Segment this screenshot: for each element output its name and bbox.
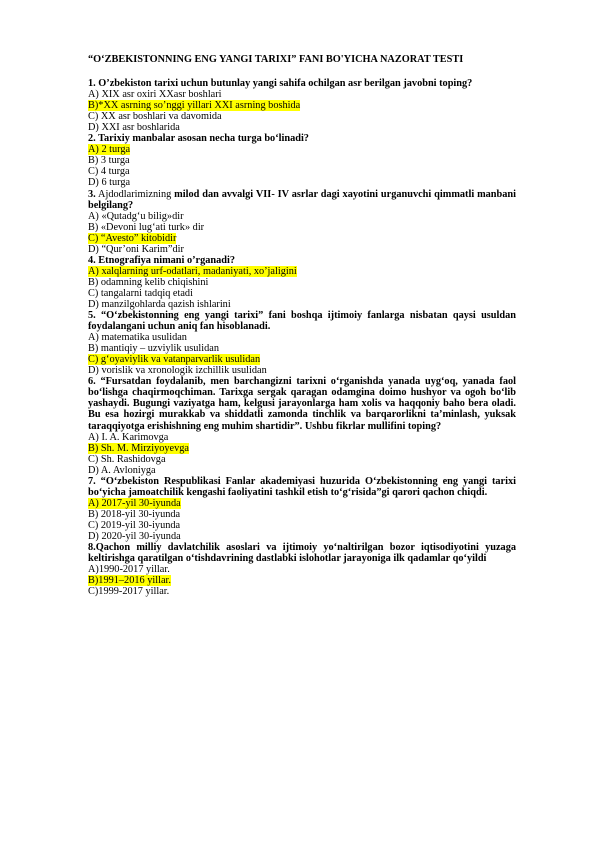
answer-option-label: D) vorislik va xronologik izchillik usulidan — [88, 365, 267, 377]
answer-option — [88, 332, 516, 343]
test-document — [88, 54, 516, 597]
question-text: 1. O’zbekiston tarixi uchun butunlay yangi sahifa ochilgan asr berilgan javobni toping? — [88, 78, 473, 90]
answer-option-label: C)1999-2017 yillar. — [88, 586, 170, 598]
answer-option — [88, 564, 516, 575]
answer-option-label: C) XX asr boshlari va davomida — [88, 111, 222, 123]
answer-option-label: C) Sh. Rashidovga — [88, 453, 166, 465]
answer-option-label: A) matematika usulidan — [88, 332, 187, 344]
answer-option — [88, 222, 516, 233]
question-text: 5. “O‘zbekistonning eng yangi tarixi” fani boshqa ijtimoiy fanlarga nisbatan qaysi usuldan foydalangani uchun aniq fan hisoblanadi. — [88, 310, 516, 333]
answer-option-label: A) 2017-yil 30-iyunda — [88, 497, 181, 509]
answer-option — [88, 432, 516, 443]
answer-option-correct — [88, 266, 516, 277]
answer-option-label: C) g‘oyaviylik va vatanparvarlik usulidan — [88, 354, 261, 366]
answer-option-label: D) “Qur’oni Karim”dir — [88, 243, 184, 255]
question-block — [88, 310, 516, 376]
question-text: 4. Etnografiya nimani o’rganadi? — [88, 254, 236, 266]
question-text: 7. “O‘zbekiston Respublikasi Fanlar akademiyasi huzurida O‘zbekistonning eng yangi tarixi bo‘yicha jamoatchilik kengashi faoliyatini tashkil etish to‘g‘risida”gi qarori qachon chiqdi. — [88, 475, 516, 498]
answer-option-label: B) «Devoni lug‘ati turk» dir — [88, 221, 205, 233]
answer-option — [88, 299, 516, 310]
document-title: “O‘ZBEKISTONNING ENG YANGI TARIXI” FANI BO'YICHA NAZORAT TESTI — [88, 54, 464, 65]
answer-option-label: B)1991–2016 yillar. — [88, 575, 171, 587]
answer-option-label: D) 2020-yil 30-iyunda — [88, 530, 181, 542]
answer-option — [88, 288, 516, 299]
answer-option-label: C) tangalarni tadqiq etadi — [88, 287, 193, 299]
question-block — [88, 189, 516, 255]
answer-option-label: D) A. Avloniyga — [88, 464, 156, 476]
answer-option — [88, 277, 516, 288]
answer-option-label: A) «Qutadg‘u bilig»dir — [88, 210, 184, 222]
answer-option-correct — [88, 498, 516, 509]
question-block — [88, 78, 516, 133]
answer-option — [88, 365, 516, 376]
question-text-rest: milod dan avvalgi VII- IV asrlar dagi xayotini urganuvchi qimmatli manbani belgilang? — [88, 188, 516, 211]
answer-option-label: C) “Avesto” kitobidir — [88, 232, 177, 244]
question-text-plain: Ajdodlarimizning — [95, 188, 172, 200]
answer-option-correct — [88, 354, 516, 365]
question-block — [88, 376, 516, 475]
answer-option-correct — [88, 144, 516, 155]
answer-option-label: A) I. A. Karimovga — [88, 431, 169, 443]
answer-option-label: A)1990-2017 yillar. — [88, 564, 170, 576]
answer-option-correct — [88, 233, 516, 244]
answer-option-label: C) 4 turga — [88, 166, 130, 178]
answer-option-correct — [88, 575, 516, 586]
question-block — [88, 476, 516, 542]
question-list — [88, 78, 516, 597]
answer-option — [88, 531, 516, 542]
answer-option — [88, 509, 516, 520]
answer-option-label: D) XXI asr boshlarida — [88, 122, 180, 134]
answer-option-label: B) 2018-yil 30-iyunda — [88, 508, 181, 520]
answer-option-label: B)*XX asrning so’nggi yillari XXI asrning boshida — [88, 100, 301, 112]
answer-option — [88, 465, 516, 476]
answer-option-label: C) 2019-yil 30-iyunda — [88, 519, 181, 531]
answer-option-label: D) 6 turga — [88, 177, 131, 189]
answer-option — [88, 166, 516, 177]
question-block — [88, 133, 516, 188]
answer-option-label: A) XIX asr oxiri XXasr boshlari — [88, 89, 222, 101]
answer-option-label: B) Sh. M. Mirziyoyevga — [88, 442, 189, 454]
answer-option — [88, 122, 516, 133]
answer-option-correct — [88, 443, 516, 454]
answer-option-label: B) 3 turga — [88, 155, 130, 167]
answer-option-label: A) 2 turga — [88, 144, 131, 156]
answer-option — [88, 89, 516, 100]
answer-option — [88, 211, 516, 222]
question-number: 3. — [88, 188, 96, 200]
answer-option-correct — [88, 100, 516, 111]
question-block — [88, 542, 516, 597]
answer-option — [88, 177, 516, 188]
answer-option-label: B) odamning kelib chiqishini — [88, 276, 209, 288]
answer-option — [88, 343, 516, 354]
question-text: 2. Tarixiy manbalar asosan necha turga bo‘linadi? — [88, 133, 309, 145]
question-text — [88, 189, 516, 211]
answer-option — [88, 454, 516, 465]
question-text: 6. “Fursatdan foydalanib, men barchangizni tarixni o‘rganishda yanada uyg‘oq, yanada faol bo‘lishga chaqirmoqchiman. Tarixga sergak qaragan odamgina doimo hushyor va ogoh bo‘lib yashaydi. Bugungi vaziyatga ham, kelgusi jarayonlarga ham xolis va haqqoniy baho bera oladi. Bu esa hozirgi murakkab va shiddatli zamonda tinchlik va barqarorlikni ta’minlash, yuksak taraqqiyotga erishishning eng muhim shartidir”. Ushbu fikrlar mullifini toping? — [88, 376, 516, 432]
answer-option — [88, 244, 516, 255]
answer-option — [88, 520, 516, 531]
answer-option-label: B) mantiqiy – uzviylik usulidan — [88, 343, 219, 355]
answer-option-label: D) manzilgohlarda qazish ishlarini — [88, 298, 231, 310]
answer-option — [88, 111, 516, 122]
question-block — [88, 255, 516, 310]
question-text: 8.Qachon milliy davlatchilik asoslari va ijtimoiy yo‘naltirilgan bozor iqtisodiyotini yuzaga keltirishga qaratilgan o‘tishdavrining dastlabki islohotlar jarayoniga ilk qadamlar qo‘yildi — [88, 542, 516, 565]
answer-option-label: A) xalqlarning urf-odatlari, madaniyati, xo’jaligini — [88, 265, 297, 277]
answer-option — [88, 155, 516, 166]
answer-option — [88, 586, 516, 597]
